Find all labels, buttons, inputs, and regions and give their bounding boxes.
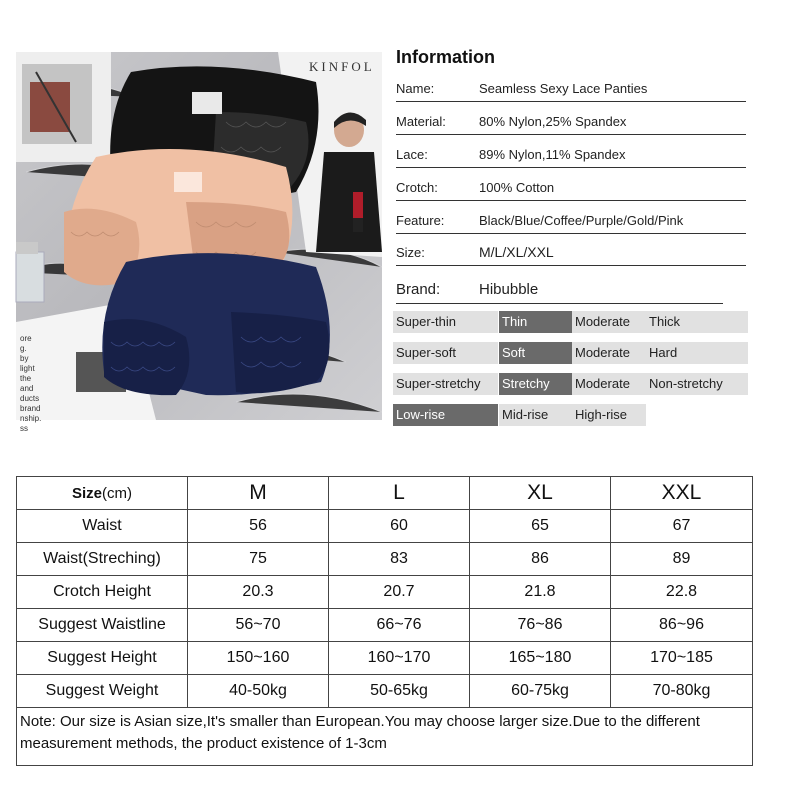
option-thin: Thin	[499, 311, 572, 333]
info-row-brand	[396, 277, 723, 304]
table-cell: 56~70	[188, 609, 329, 642]
table-cell: 67	[611, 510, 753, 543]
table-cell: 60	[329, 510, 470, 543]
magazine-left	[16, 52, 111, 162]
info-row-feature	[396, 207, 746, 234]
magazine-title: KINFOL	[309, 59, 375, 74]
perfume-bottle	[16, 242, 44, 302]
table-cell: 165~180	[470, 642, 611, 675]
info-title: Information	[396, 47, 495, 67]
table-cell: 50-65kg	[329, 675, 470, 708]
table-row	[17, 510, 753, 543]
brochure-text: ore g. by light the and ducts brand nship. ss	[20, 334, 42, 433]
option-moderate: Moderate	[572, 342, 646, 364]
table-header-row	[17, 477, 753, 510]
size-m-header: M	[188, 477, 329, 510]
option-stretchy: Stretchy	[499, 373, 572, 395]
info-row-lace	[396, 141, 746, 168]
table-cell: 22.8	[611, 576, 753, 609]
table-row	[17, 642, 753, 675]
row-label: Suggest Waistline	[17, 609, 188, 642]
info-value: Hibubble	[479, 281, 539, 298]
option-super-soft: Super-soft	[393, 342, 498, 364]
size-chart-table	[16, 476, 753, 766]
table-cell: 20.3	[188, 576, 329, 609]
info-value: 89% Nylon,11% Spandex	[479, 147, 626, 162]
table-row	[17, 543, 753, 576]
row-label: Waist(Streching)	[17, 543, 188, 576]
option-soft: Soft	[499, 342, 572, 364]
table-cell: 66~76	[329, 609, 470, 642]
option-moderate: Moderate	[572, 311, 646, 333]
option-hard: Hard	[646, 342, 748, 364]
row-label: Suggest Weight	[17, 675, 188, 708]
size-header-unit: (cm)	[102, 484, 132, 502]
info-label: Name:	[396, 81, 435, 96]
info-label: Brand:	[396, 281, 441, 298]
table-cell: 86~96	[611, 609, 753, 642]
lipstick	[353, 192, 363, 232]
info-label: Crotch:	[396, 180, 438, 195]
info-row-name	[396, 75, 746, 102]
table-cell: 56	[188, 510, 329, 543]
size-l-header: L	[329, 477, 470, 510]
info-value: Seamless Sexy Lace Panties	[479, 81, 648, 96]
size-note: Note: Our size is Asian size,It's smaller than European.You may choose larger size.Due to the different measurement methods, the product existence of 1-3cm	[17, 708, 753, 766]
table-row	[17, 675, 753, 708]
row-label: Crotch Height	[17, 576, 188, 609]
row-label: Waist	[17, 510, 188, 543]
table-cell: 76~86	[470, 609, 611, 642]
size-header-cell	[17, 477, 188, 510]
table-cell: 21.8	[470, 576, 611, 609]
note-row	[17, 708, 753, 766]
info-row-crotch	[396, 174, 746, 201]
option-non-stretchy: Non-stretchy	[646, 373, 748, 395]
info-label: Size:	[396, 245, 425, 260]
info-row-material	[396, 108, 746, 135]
info-value: 80% Nylon,25% Spandex	[479, 114, 627, 129]
row-label: Suggest Height	[17, 642, 188, 675]
table-cell: 20.7	[329, 576, 470, 609]
navy-panty	[102, 253, 330, 395]
info-label: Material:	[396, 114, 446, 129]
option-mid-rise: Mid-rise	[499, 404, 572, 426]
option-moderate: Moderate	[572, 373, 646, 395]
table-cell: 86	[470, 543, 611, 576]
info-label: Lace:	[396, 147, 428, 162]
table-cell: 40-50kg	[188, 675, 329, 708]
option-super-thin: Super-thin	[393, 311, 498, 333]
product-photo	[16, 52, 382, 433]
table-cell: 75	[188, 543, 329, 576]
table-cell: 160~170	[329, 642, 470, 675]
table-cell: 60-75kg	[470, 675, 611, 708]
size-xxl-header: XXL	[611, 477, 753, 510]
size-header-label: Size	[71, 484, 102, 502]
table-cell: 70-80kg	[611, 675, 753, 708]
option-thick: Thick	[646, 311, 748, 333]
table-row	[17, 609, 753, 642]
option-high-rise: High-rise	[572, 404, 646, 426]
info-value: Black/Blue/Coffee/Purple/Gold/Pink	[479, 213, 684, 228]
option-super-stretchy: Super-stretchy	[393, 373, 498, 395]
table-cell: 170~185	[611, 642, 753, 675]
table-cell: 83	[329, 543, 470, 576]
table-cell: 65	[470, 510, 611, 543]
table-cell: 89	[611, 543, 753, 576]
table-row	[17, 576, 753, 609]
info-row-size	[396, 239, 746, 266]
info-value: M/L/XL/XXL	[479, 244, 554, 260]
info-label: Feature:	[396, 213, 445, 228]
size-xl-header: XL	[470, 477, 611, 510]
info-value: 100% Cotton	[479, 180, 555, 195]
table-cell: 150~160	[188, 642, 329, 675]
option-low-rise: Low-rise	[393, 404, 498, 426]
